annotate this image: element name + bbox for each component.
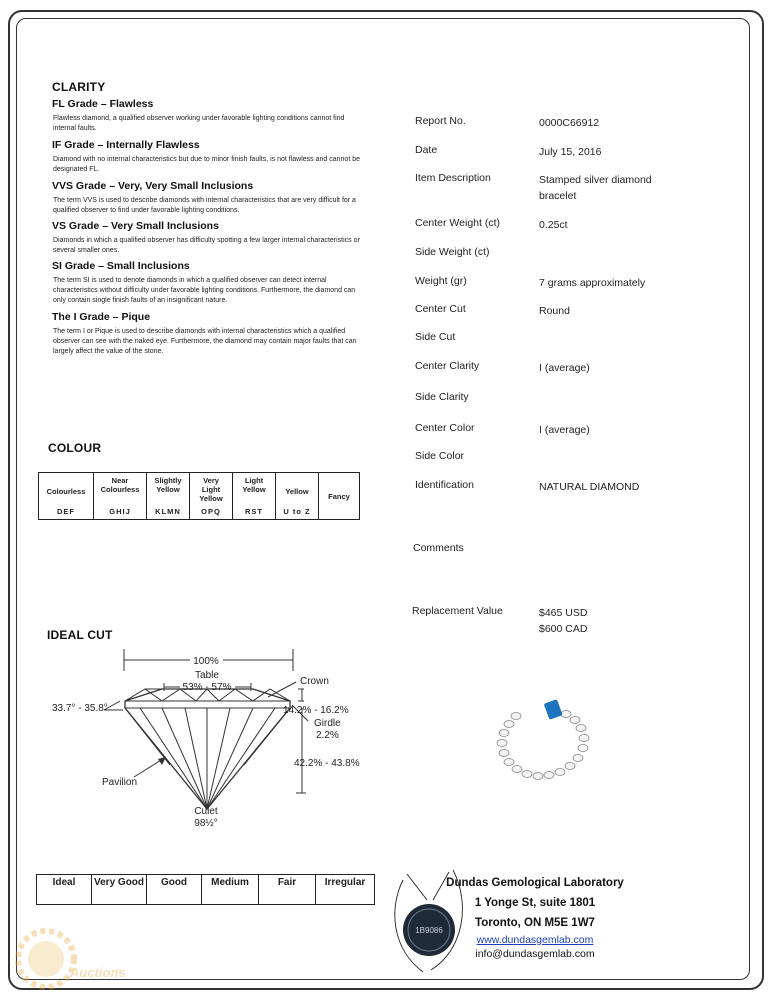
item-description-value: Stamped silver diamond bracelet xyxy=(539,174,652,202)
ideal-cut-heading: IDEAL CUT xyxy=(47,628,113,642)
center-clarity-value: I (average) xyxy=(539,362,590,374)
colour-cell-yellow: Yellow U to Z xyxy=(276,473,319,520)
grade-title-fl: FL Grade – Flawless xyxy=(52,98,154,110)
watermark-text: Auctions xyxy=(70,965,126,980)
item-description-label: Item Description xyxy=(415,172,491,184)
side-cut-label: Side Cut xyxy=(415,331,456,343)
center-clarity-label: Center Clarity xyxy=(415,360,480,372)
cut-table-label: Table xyxy=(195,670,219,681)
auction-watermark-logo xyxy=(10,925,126,997)
lab-email: info@dundasgemlab.com xyxy=(475,948,595,960)
cut-width-label: 100% xyxy=(193,656,219,667)
date-label: Date xyxy=(415,144,438,156)
weight-value: 7 grams approximately xyxy=(539,277,646,289)
cut-grade-good: Good xyxy=(147,875,202,905)
center-color-label: Center Color xyxy=(415,422,475,434)
lab-address-line2: Toronto, ON M5E 1W7 xyxy=(475,917,595,929)
seal-number: 1B9086 xyxy=(415,926,443,935)
center-color-value: I (average) xyxy=(539,424,590,436)
lab-website-link[interactable]: www.dundasgemlab.com xyxy=(476,934,594,946)
grade-desc-vvs: The term VVS is used to describe diamonds with internal characteristics that are very difficult for a qualified observer to find under favorable lighting conditions. xyxy=(53,197,356,214)
report-number-value: 0000C66912 xyxy=(539,117,600,129)
grade-desc-vs: Diamonds in which a qualified observer has difficulty spotting a few larger internal characteristics or several smaller ones. xyxy=(53,237,360,254)
colour-cell-near-colourless: Near Colourless GHIJ xyxy=(94,473,147,520)
identification-value: NATURAL DIAMOND xyxy=(539,481,640,493)
replacement-value-label: Replacement Value xyxy=(412,605,503,617)
cut-culet-value: 98½° xyxy=(194,818,218,829)
colour-scale-table xyxy=(38,472,360,520)
grade-title-vvs: VVS Grade – Very, Very Small Inclusions xyxy=(52,180,254,192)
colour-heading: COLOUR xyxy=(48,441,102,455)
colour-cell-colourless: Colourless DEF xyxy=(39,473,94,520)
grade-title-if: IF Grade – Internally Flawless xyxy=(52,139,200,151)
price-tag-icon xyxy=(544,699,563,720)
colour-cell-fancy: Fancy xyxy=(319,473,360,520)
lab-name: Dundas Gemological Laboratory xyxy=(446,877,624,889)
cut-grade-ideal: Ideal xyxy=(37,875,92,905)
diamond-diagram xyxy=(40,645,370,835)
grade-desc-i: The term I or Pique is used to describe diamonds with internal characteristics which a qualified observer can see with the naked eye. Furthermore, the diamond may contain major faults that can largely affect the value of the stone. xyxy=(53,328,357,355)
center-weight-label: Center Weight (ct) xyxy=(415,217,500,229)
cut-grade-table xyxy=(36,874,375,905)
cut-pavilion-label: Pavilion xyxy=(102,777,138,788)
cut-culet-label: Culet xyxy=(194,806,218,817)
lab-info xyxy=(440,873,630,961)
cut-crown-angle: 33.7° - 35.8° xyxy=(52,703,108,714)
bracelet-photo xyxy=(490,696,600,788)
grade-title-si: SI Grade – Small Inclusions xyxy=(52,260,190,272)
cut-table-range: 53% - 57% xyxy=(182,682,232,693)
grade-desc-if: Diamond with no internal characteristics but due to minor finish faults, is not flawless and cannot be designated FL. xyxy=(53,156,360,173)
weight-label: Weight (gr) xyxy=(415,275,467,287)
replacement-value-cad: $600 CAD xyxy=(539,623,588,635)
replacement-value-usd: $465 USD xyxy=(539,607,588,619)
cut-grade-irregular: Irregular xyxy=(316,875,375,905)
side-weight-label: Side Weight (ct) xyxy=(415,246,490,258)
colour-cell-slightly-yellow: Slightly Yellow KLMN xyxy=(147,473,190,520)
grade-title-vs: VS Grade – Very Small Inclusions xyxy=(52,220,219,232)
center-cut-label: Center Cut xyxy=(415,303,466,315)
center-cut-value: Round xyxy=(539,305,570,317)
cut-girdle-label: Girdle xyxy=(314,718,341,729)
lab-address-line1: 1 Yonge St, suite 1801 xyxy=(474,897,596,909)
clarity-heading: CLARITY xyxy=(52,80,106,94)
identification-label: Identification xyxy=(415,479,474,491)
cut-pavilion-depth: 42.2% - 43.8% xyxy=(294,758,360,769)
cut-crown-label: Crown xyxy=(300,676,329,687)
cut-crown-height: 14.2% - 16.2% xyxy=(283,705,349,716)
colour-cell-light-yellow: Light Yellow RST xyxy=(233,473,276,520)
center-weight-value: 0.25ct xyxy=(539,219,568,231)
cut-grade-medium: Medium xyxy=(202,875,259,905)
cut-grade-very-good: Very Good xyxy=(92,875,147,905)
grade-desc-si: The term SI is used to denote diamonds in which a qualified observer can detect internal characteristics without difficulty under favorable lighting conditions. Furthermore, the diamond can only contain single finish faults of an insignificant nature. xyxy=(53,277,356,304)
report-number-label: Report No. xyxy=(415,115,466,127)
grade-title-i: The I Grade – Pique xyxy=(52,311,151,323)
cut-girdle-value: 2.2% xyxy=(316,730,339,741)
comments-label: Comments xyxy=(413,542,464,554)
grade-desc-fl: Flawless diamond, a qualified observer working under favorable lighting conditions cannot find internal faults. xyxy=(53,115,345,132)
side-clarity-label: Side Clarity xyxy=(415,391,469,403)
cut-grade-fair: Fair xyxy=(259,875,316,905)
side-color-label: Side Color xyxy=(415,450,465,462)
colour-cell-very-light-yellow: Very Light Yellow OPQ xyxy=(190,473,233,520)
date-value: July 15, 2016 xyxy=(539,146,602,158)
